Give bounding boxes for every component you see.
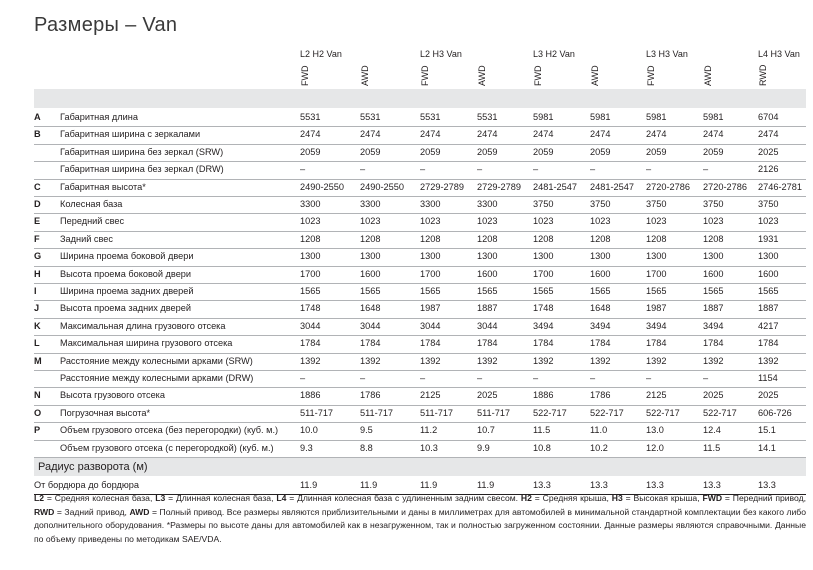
- table-cell: 1887: [477, 303, 498, 314]
- row-label: Колесная база: [60, 199, 123, 209]
- table-cell: 2490-2550: [300, 181, 344, 192]
- table-cell: 15.1: [758, 425, 776, 436]
- turning-radius-title: Радиус разворота (м): [38, 461, 148, 473]
- table-cell: 1392: [646, 355, 667, 366]
- table-cell: 2490-2550: [360, 181, 404, 192]
- table-cell: 2025: [758, 146, 779, 157]
- row-letter: J: [34, 303, 40, 314]
- page-title: Размеры – Van: [34, 14, 178, 36]
- row-letter: P: [34, 425, 41, 436]
- drive-subheader: [533, 62, 545, 86]
- table-row: [34, 283, 806, 301]
- table-cell: 5531: [477, 112, 498, 122]
- table-cell: 1784: [420, 338, 441, 349]
- row-label: Ширина проема задних дверей: [60, 286, 194, 296]
- table-row: [34, 126, 806, 144]
- table-cell: 1300: [477, 251, 498, 262]
- table-cell: –: [420, 164, 426, 175]
- group-header: L2 H3 Van: [420, 49, 462, 59]
- table-row: [34, 213, 806, 231]
- table-cell: 8.8: [360, 442, 373, 453]
- table-cell: 2126: [758, 164, 779, 175]
- table-cell: 606-726: [758, 407, 792, 418]
- header-band: [34, 89, 806, 108]
- table-row: [34, 144, 806, 162]
- note-text: = Высокая крыша,: [622, 493, 703, 503]
- table-cell: 2059: [646, 146, 667, 157]
- table-cell: 2474: [758, 129, 779, 140]
- table-cell: 3494: [590, 320, 611, 331]
- note-term: RWD: [34, 506, 55, 517]
- drive-label: AWD: [590, 65, 600, 86]
- table-cell: 2059: [477, 146, 498, 157]
- group-header: L3 H2 Van: [533, 49, 575, 59]
- row-label: Габаритная высота*: [60, 181, 146, 192]
- table-cell: 2720-2786: [646, 181, 690, 192]
- row-letter: B: [34, 129, 41, 140]
- table-cell: –: [703, 164, 709, 175]
- table-cell: 1023: [360, 216, 381, 227]
- table-cell: 1748: [300, 303, 321, 314]
- drive-label: FWD: [300, 65, 310, 86]
- row-label: Расстояние между колесными арками (DRW): [60, 373, 254, 383]
- table-cell: 11.9: [300, 480, 318, 490]
- table-row: [34, 353, 806, 371]
- table-cell: 9.3: [300, 442, 313, 453]
- table-row: [34, 405, 806, 423]
- table-cell: 1208: [300, 233, 321, 244]
- table-cell: 522-717: [533, 407, 567, 418]
- table-cell: 2059: [703, 146, 724, 157]
- table-cell: 1392: [703, 355, 724, 366]
- row-label: Высота проема задних дверей: [60, 303, 192, 314]
- table-cell: 1023: [300, 216, 321, 227]
- table-cell: 2474: [477, 129, 498, 140]
- row-letter: D: [34, 199, 41, 209]
- table-cell: 11.9: [360, 480, 378, 490]
- note-text: = Длинная колесная база,: [165, 493, 277, 503]
- row-label: От бордюра до бордюра: [34, 480, 139, 490]
- table-cell: 3044: [360, 320, 381, 331]
- table-cell: 1392: [360, 355, 381, 366]
- table-cell: 3750: [703, 199, 724, 209]
- table-cell: 1208: [590, 233, 611, 244]
- table-cell: 5531: [360, 112, 381, 122]
- table-cell: 14.1: [758, 442, 776, 453]
- table-cell: 12.0: [646, 442, 664, 453]
- table-cell: 1931: [758, 233, 779, 244]
- table-cell: 11.5: [533, 425, 551, 436]
- drive-subheader: [300, 62, 312, 86]
- table-row: [34, 318, 806, 336]
- table-cell: 2059: [533, 146, 554, 157]
- table-cell: 1784: [646, 338, 667, 349]
- table-cell: 1748: [533, 303, 554, 314]
- row-label: Максимальная длина грузового отсека: [60, 320, 226, 331]
- table-cell: 1784: [533, 338, 554, 349]
- table-cell: 2474: [590, 129, 611, 140]
- row-label: Максимальная ширина грузового отсека: [60, 338, 233, 349]
- table-cell: 1300: [703, 251, 724, 262]
- table-cell: 13.0: [646, 425, 664, 436]
- row-label: Габаритная ширина с зеркалами: [60, 129, 201, 140]
- table-cell: 511-717: [300, 407, 334, 418]
- table-cell: 10.3: [420, 442, 438, 453]
- table-cell: 1784: [300, 338, 321, 349]
- drive-subheader: [420, 62, 432, 86]
- table-cell: 10.2: [590, 442, 608, 453]
- row-letter: A: [34, 112, 41, 122]
- table-cell: 1784: [477, 338, 498, 349]
- note-term: L4: [276, 493, 287, 503]
- table-cell: 1887: [758, 303, 779, 314]
- table-row: [34, 196, 806, 214]
- table-cell: 2474: [703, 129, 724, 140]
- table-cell: 6704: [758, 112, 779, 122]
- drive-label: AWD: [360, 65, 370, 86]
- table-cell: 1700: [300, 268, 321, 279]
- note-text: = Средняя крыша,: [531, 493, 612, 503]
- table-cell: 9.5: [360, 425, 373, 436]
- table-cell: 1023: [533, 216, 554, 227]
- table-cell: 1392: [420, 355, 441, 366]
- table-cell: –: [590, 164, 596, 175]
- table-cell: 3300: [420, 199, 441, 209]
- table-cell: 1300: [420, 251, 441, 262]
- row-label: Габаритная ширина без зеркал (SRW): [60, 146, 224, 157]
- table-cell: –: [590, 373, 596, 383]
- row-label: Габаритная длина: [60, 112, 138, 122]
- table-cell: 9.9: [477, 442, 490, 453]
- note-term: AWD: [129, 506, 150, 517]
- table-cell: 1023: [590, 216, 611, 227]
- table-cell: 2025: [703, 390, 724, 401]
- table-cell: 3494: [703, 320, 724, 331]
- table-cell: –: [646, 164, 652, 175]
- table-cell: 1392: [590, 355, 611, 366]
- note-text: = Передний привод,: [722, 493, 807, 503]
- row-label: Погрузочная высота*: [60, 407, 151, 418]
- drive-label: AWD: [477, 65, 487, 86]
- table-cell: 1987: [646, 303, 667, 314]
- table-cell: 3494: [646, 320, 667, 331]
- table-cell: 1600: [360, 268, 381, 279]
- table-cell: 2125: [646, 390, 667, 401]
- drive-label: FWD: [646, 65, 656, 86]
- table-cell: 1565: [300, 286, 321, 296]
- table-cell: 1886: [300, 390, 321, 401]
- note-term: H3: [611, 493, 623, 503]
- table-cell: 3044: [420, 320, 441, 331]
- table-cell: 1786: [590, 390, 611, 401]
- note-term: H2: [520, 493, 532, 503]
- row-letter: O: [34, 407, 42, 418]
- table-cell: 1600: [477, 268, 498, 279]
- table-cell: 1300: [300, 251, 321, 262]
- table-cell: –: [360, 373, 366, 383]
- row-label: Задний свес: [60, 233, 113, 244]
- drive-subheader: [590, 62, 602, 86]
- table-cell: 2125: [420, 390, 441, 401]
- row-label: Высота проема боковой двери: [60, 268, 192, 279]
- turning-radius-heading: [34, 458, 806, 476]
- table-cell: 11.0: [590, 425, 608, 436]
- table-cell: 1300: [758, 251, 779, 262]
- row-letter: K: [34, 320, 41, 331]
- table-cell: 1784: [703, 338, 724, 349]
- table-cell: –: [477, 373, 483, 383]
- table-cell: 1600: [590, 268, 611, 279]
- table-cell: 1208: [533, 233, 554, 244]
- note-text: = Длинная колесная база с удлиненным задним свесом.: [286, 493, 521, 503]
- table-cell: 2720-2786: [703, 181, 747, 192]
- row-label: Высота грузового отсека: [60, 390, 166, 401]
- row-letter: G: [34, 251, 42, 262]
- table-cell: 5981: [533, 112, 554, 122]
- drive-subheader: [758, 62, 770, 86]
- row-label: Объем грузового отсека (без перегородки) (куб. м.): [60, 425, 279, 436]
- table-cell: 1023: [477, 216, 498, 227]
- table-cell: 3300: [360, 199, 381, 209]
- table-cell: 3300: [477, 199, 498, 209]
- table-cell: 3750: [758, 199, 779, 209]
- table-cell: 2474: [646, 129, 667, 140]
- table-cell: –: [477, 164, 483, 175]
- table-cell: 13.3: [646, 480, 664, 490]
- row-label: Объем грузового отсека (с перегородкой) (куб. м.): [60, 442, 274, 453]
- table-cell: 1392: [300, 355, 321, 366]
- table-cell: 1700: [533, 268, 554, 279]
- row-letter: H: [34, 268, 41, 279]
- table-cell: 2474: [420, 129, 441, 140]
- table-cell: 2481-2547: [533, 181, 577, 192]
- table-cell: 3750: [533, 199, 554, 209]
- row-label: Ширина проема боковой двери: [60, 251, 194, 262]
- table-cell: 1886: [533, 390, 554, 401]
- table-cell: 2729-2789: [477, 181, 521, 192]
- table-cell: 1208: [360, 233, 381, 244]
- row-letter: C: [34, 181, 41, 192]
- table-cell: –: [646, 373, 652, 383]
- drive-subheader: [703, 62, 715, 86]
- table-cell: 11.5: [703, 442, 721, 453]
- table-cell: 3044: [477, 320, 498, 331]
- row-label: Расстояние между колесными арками (SRW): [60, 355, 253, 366]
- table-cell: –: [300, 373, 306, 383]
- note-text: = Полный привод. Все размеры являются приблизительными и даны в миллиметрах для автомобилей в минимальной стандартной комплектации без какого либо дополнительного оборудования. *Размеры по высоте даны для автомобилей как в незагруженном, так и полностью загруженном состоянии. Данные размеры являются справочными. Данные по объему приведены по методикам SAE/VDA.: [34, 506, 806, 544]
- table-cell: –: [360, 164, 366, 175]
- table-cell: 1565: [420, 286, 441, 296]
- table-cell: 13.3: [758, 480, 776, 490]
- table-row: [34, 387, 806, 405]
- row-letter: L: [34, 338, 40, 349]
- table-cell: 2059: [420, 146, 441, 157]
- table-cell: 522-717: [703, 407, 737, 418]
- table-cell: 5981: [590, 112, 611, 122]
- table-cell: 1392: [533, 355, 554, 366]
- table-cell: 1600: [758, 268, 779, 279]
- table-row: [34, 370, 806, 388]
- table-row: [34, 422, 806, 440]
- table-row: [34, 231, 806, 249]
- table-cell: 2474: [533, 129, 554, 140]
- table-cell: 2474: [360, 129, 381, 140]
- note-text: = Задний привод,: [54, 506, 130, 517]
- table-row: [34, 300, 806, 318]
- drive-label: AWD: [703, 65, 713, 86]
- drive-label: FWD: [420, 65, 430, 86]
- table-cell: 5531: [420, 112, 441, 122]
- table-cell: 1208: [703, 233, 724, 244]
- table-cell: 3044: [300, 320, 321, 331]
- table-cell: 3300: [300, 199, 321, 209]
- table-cell: 1648: [360, 303, 381, 314]
- table-cell: 11.2: [420, 425, 438, 436]
- table-cell: 2059: [360, 146, 381, 157]
- table-cell: 522-717: [646, 407, 680, 418]
- table-cell: 1300: [360, 251, 381, 262]
- drive-subheader: [646, 62, 658, 86]
- table-row: [34, 161, 806, 179]
- table-cell: 1700: [646, 268, 667, 279]
- table-cell: 1392: [477, 355, 498, 366]
- table-cell: 2025: [477, 390, 498, 401]
- table-row: [34, 179, 806, 197]
- table-cell: 4217: [758, 320, 779, 331]
- row-letter: I: [34, 286, 37, 296]
- table-cell: 1300: [533, 251, 554, 262]
- table-cell: 2474: [300, 129, 321, 140]
- row-letter: F: [34, 233, 40, 244]
- note-term: FWD: [702, 493, 723, 503]
- table-cell: 1565: [360, 286, 381, 296]
- note-text: = Средняя колесная база,: [44, 493, 156, 503]
- table-cell: 1208: [477, 233, 498, 244]
- table-cell: 1154: [758, 373, 778, 383]
- table-cell: –: [300, 164, 306, 175]
- row-letter: E: [34, 216, 41, 227]
- table-cell: 11.9: [420, 480, 438, 490]
- table-cell: 5981: [646, 112, 667, 122]
- table-cell: 511-717: [360, 407, 394, 418]
- drive-label: RWD: [758, 64, 768, 86]
- table-cell: 1565: [646, 286, 667, 296]
- table-row: [34, 266, 806, 284]
- table-row: [34, 335, 806, 353]
- table-cell: 1887: [703, 303, 724, 314]
- table-cell: 1208: [420, 233, 441, 244]
- table-cell: 10.0: [300, 425, 318, 436]
- row-label: Габаритная ширина без зеркал (DRW): [60, 164, 224, 175]
- table-cell: –: [703, 373, 709, 383]
- table-cell: 3494: [533, 320, 554, 331]
- table-cell: 10.7: [477, 425, 495, 436]
- table-cell: 1300: [590, 251, 611, 262]
- table-cell: 1565: [590, 286, 611, 296]
- table-cell: 1208: [646, 233, 667, 244]
- table-cell: 1784: [758, 338, 779, 349]
- table-cell: 2025: [758, 390, 779, 401]
- group-header: L4 H3 Van: [758, 49, 800, 59]
- table-cell: 1392: [758, 355, 779, 366]
- table-cell: 2729-2789: [420, 181, 464, 192]
- table-cell: –: [420, 373, 426, 383]
- table-cell: 3750: [590, 199, 611, 209]
- drive-subheader: [360, 62, 372, 86]
- table-cell: 1784: [360, 338, 381, 349]
- note-term: L3: [155, 493, 166, 503]
- table-cell: 1565: [533, 286, 554, 296]
- table-row: [34, 248, 806, 266]
- table-cell: 11.9: [477, 480, 495, 490]
- table-cell: 1565: [758, 286, 779, 296]
- table-cell: 1700: [420, 268, 441, 279]
- table-cell: 1023: [758, 216, 779, 227]
- table-cell: 522-717: [590, 407, 624, 418]
- table-cell: 2746-2781: [758, 181, 802, 192]
- table-cell: 1987: [420, 303, 441, 314]
- table-row: [34, 440, 806, 458]
- table-cell: 1786: [360, 390, 381, 401]
- table-cell: 1565: [703, 286, 724, 296]
- table-cell: 1023: [420, 216, 441, 227]
- table-cell: 13.3: [703, 480, 721, 490]
- footnotes: [34, 492, 806, 546]
- table-cell: 511-717: [420, 407, 454, 418]
- table-cell: 1023: [646, 216, 667, 227]
- table-cell: 2481-2547: [590, 181, 634, 192]
- table-cell: 1784: [590, 338, 611, 349]
- table-cell: 3750: [646, 199, 667, 209]
- table-cell: 10.8: [533, 442, 551, 453]
- note-term: L2: [34, 493, 45, 503]
- drive-label: FWD: [533, 65, 543, 86]
- group-header: L2 H2 Van: [300, 49, 342, 59]
- row-label: Передний свес: [60, 216, 125, 227]
- table-cell: 1600: [703, 268, 724, 279]
- table-cell: 1565: [477, 286, 498, 296]
- group-header: L3 H3 Van: [646, 49, 688, 59]
- table-cell: 13.3: [533, 480, 551, 490]
- table-cell: 2059: [590, 146, 611, 157]
- drive-subheader: [477, 62, 489, 86]
- table-cell: 2059: [300, 146, 321, 157]
- row-letter: N: [34, 390, 41, 401]
- row-letter: M: [34, 355, 42, 366]
- table-cell: 5531: [300, 112, 321, 122]
- table-cell: 511-717: [477, 407, 511, 418]
- table-cell: 5981: [703, 112, 724, 122]
- table-cell: –: [533, 164, 539, 175]
- table-cell: 1648: [590, 303, 611, 314]
- table-cell: 1300: [646, 251, 667, 262]
- table-cell: 12.4: [703, 425, 721, 436]
- table-row: [34, 109, 806, 127]
- table-cell: –: [533, 373, 539, 383]
- table-cell: 1023: [703, 216, 724, 227]
- table-cell: 13.3: [590, 480, 608, 490]
